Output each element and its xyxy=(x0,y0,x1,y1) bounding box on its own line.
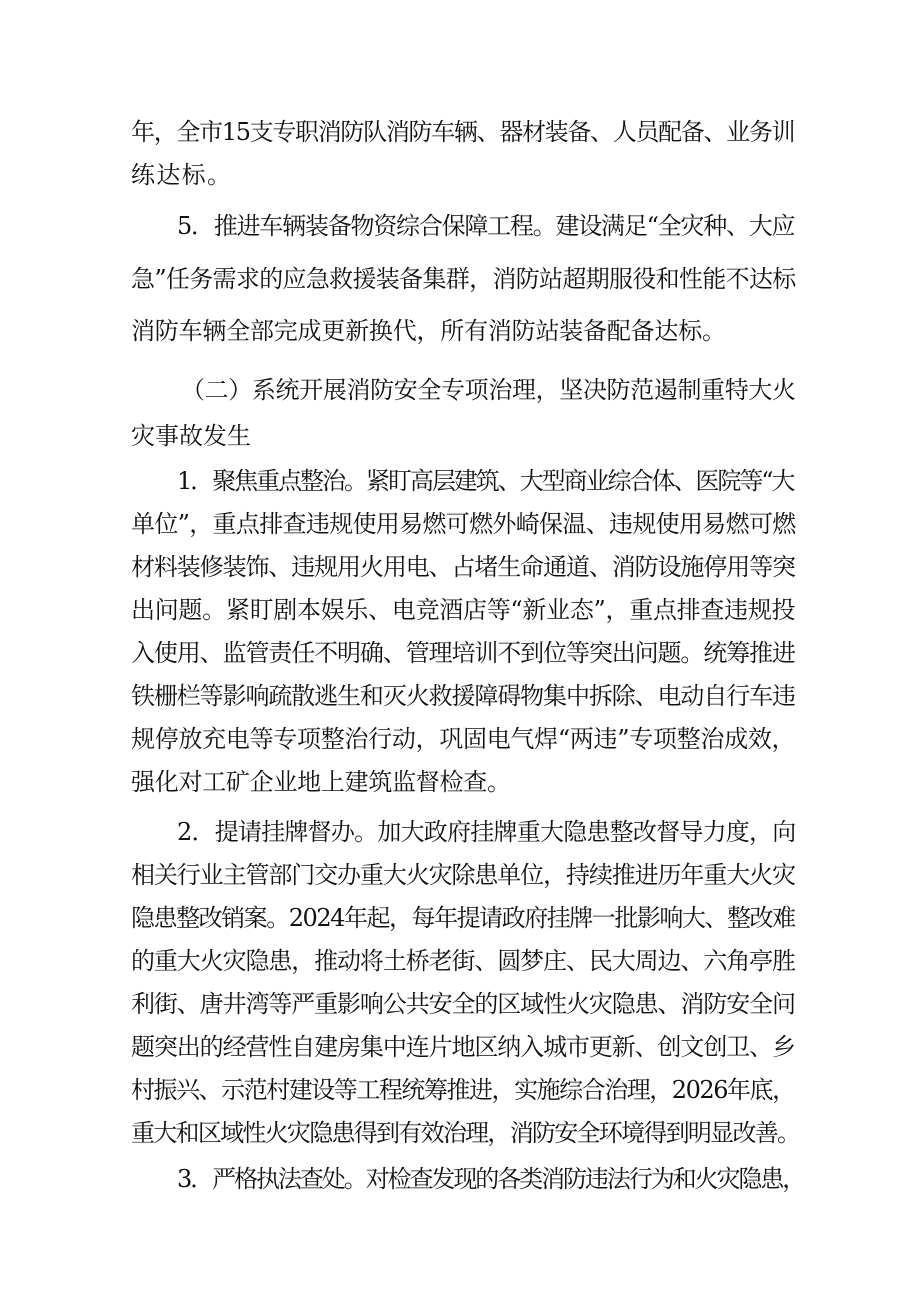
text-line: 练达标。 xyxy=(131,161,233,189)
heading-line: （二）系统开展消防安全专项治理，坚决防范遏制重特大火 xyxy=(181,376,796,404)
text-line: 隐患整改销案。2024年起，每年提请政府挂牌一批影响大、整改难 xyxy=(131,904,795,932)
text-line: 出问题。紧盯剧本娱乐、电竞酒店等“新业态”，重点排查违规投 xyxy=(131,596,796,624)
text-line: 3．严格执法查处。对检查发现的各类消防违法行为和火灾隐患， xyxy=(177,1165,805,1193)
text-line: 入使用、监管责任不明确、管理培训不到位等突出问题。统筹推进 xyxy=(131,639,795,667)
text-line: 相关行业主管部门交办重大火灾除患单位，持续推进历年重大火灾 xyxy=(131,861,795,889)
text-line: 重大和区域性火灾隐患得到有效治理，消防安全环境得到明显改善。 xyxy=(131,1119,800,1147)
text-line: 材料装修装饰、违规用火用电、占堵生命通道、消防设施停用等突 xyxy=(131,553,795,581)
text-line: 年，全市15支专职消防队消防车辆、器材装备、人员配备、业务训 xyxy=(131,118,795,146)
text-line: 急”任务需求的应急救援装备集群，消防站超期服役和性能不达标 xyxy=(131,265,796,293)
text-line: 村振兴、示范村建设等工程统筹推进，实施综合治理，2026年底， xyxy=(131,1076,795,1104)
text-line: 铁栅栏等影响疏散逃生和灭火救援障碍物集中拆除、电动自行车违 xyxy=(131,682,795,710)
text-line: 利街、唐井湾等严重影响公共安全的区域性火灾隐患、消防安全问 xyxy=(131,990,795,1018)
text-line: 5．推进车辆装备物资综合保障工程。建设满足“全灾种、大应 xyxy=(177,212,795,240)
text-line: 消防车辆全部完成更新换代，所有消防站装备配备达标。 xyxy=(131,317,726,345)
text-line: 题突出的经营性自建房集中连片地区纳入城市更新、创文创卫、乡 xyxy=(131,1033,795,1061)
text-line: 规停放充电等专项整治行动，巩固电气焊“两违”专项整治成效， xyxy=(131,725,796,753)
text-line: 单位”，重点排查违规使用易燃可燃外崎保温、违规使用易燃可燃 xyxy=(131,510,796,538)
text-line: 2．提请挂牌督办。加大政府挂牌重大隐患整改督导力度，向 xyxy=(177,818,796,846)
heading-line: 灾事故发生 xyxy=(131,422,251,450)
text-line: 的重大火灾隐患，推动将土桥老街、圆梦庄、民大周边、六角亭胜 xyxy=(131,947,795,975)
text-line: 1．聚焦重点整治。紧盯高层建筑、大型商业综合体、医院等“大 xyxy=(177,467,794,495)
text-line: 强化对工矿企业地上建筑监督检查。 xyxy=(131,768,511,796)
